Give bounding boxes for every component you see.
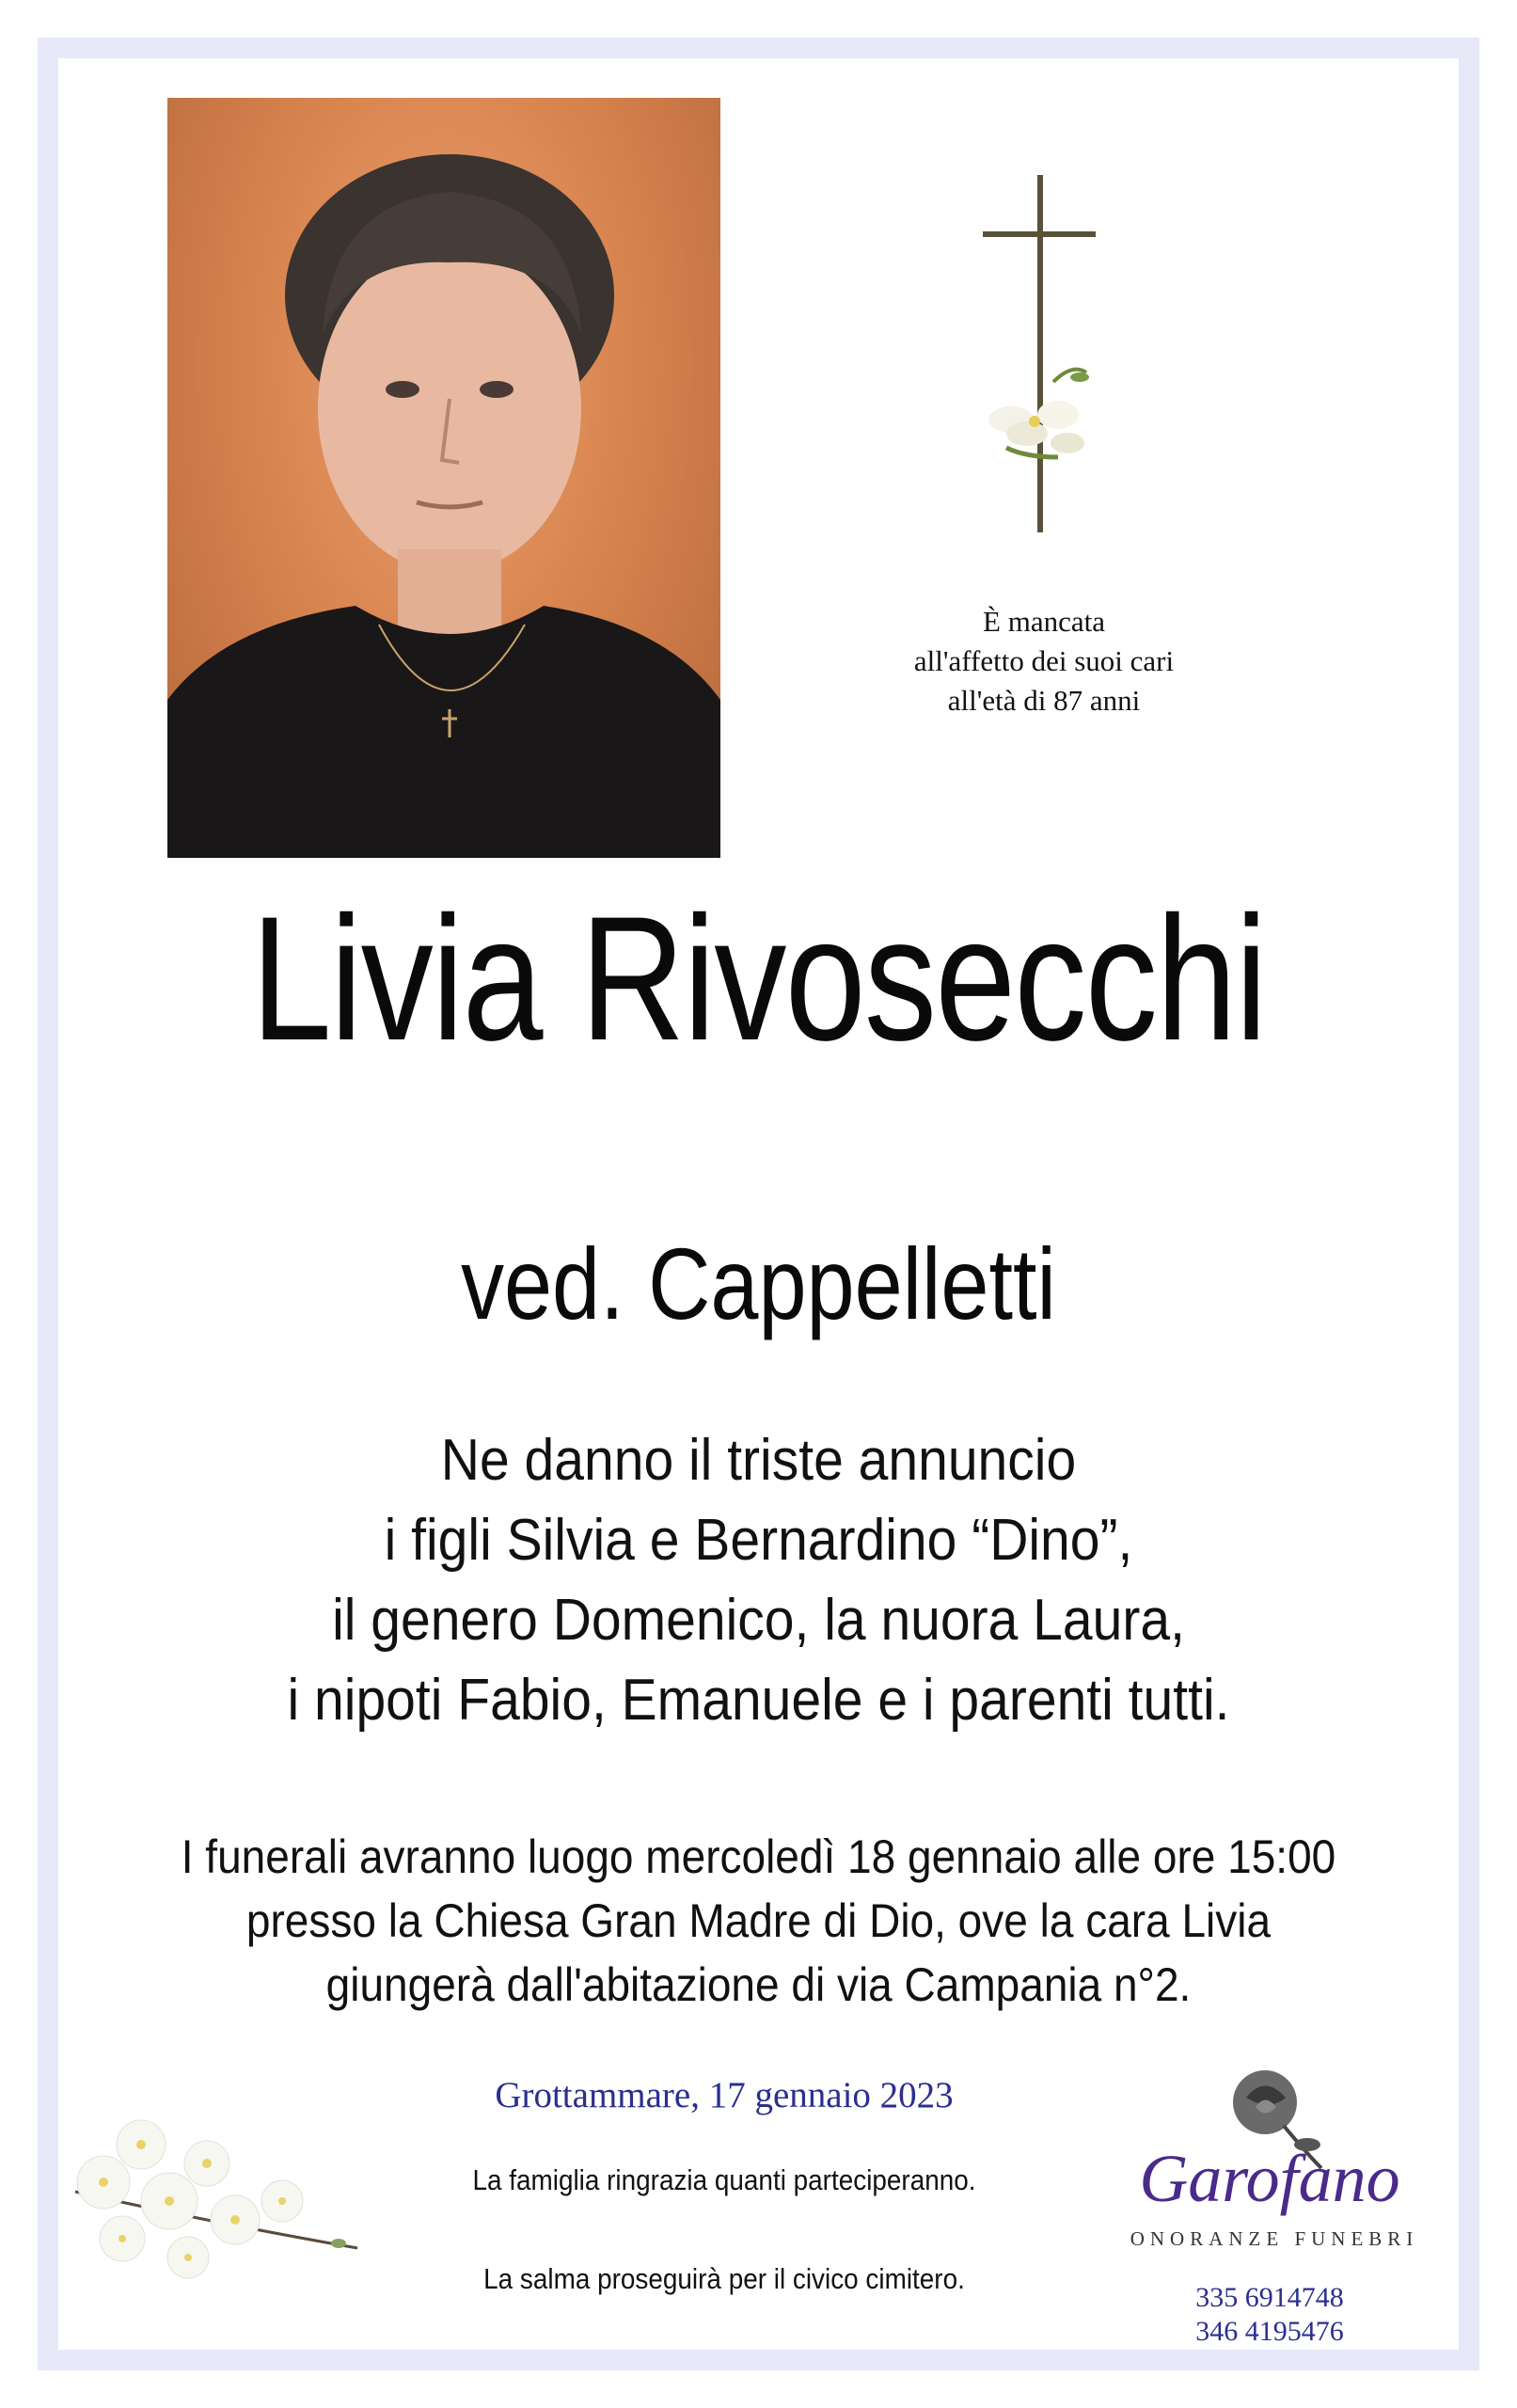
agency-logo-subtitle: ONORANZE FUNEBRI [1130,2227,1419,2250]
agency-logo-name: Garofano [1139,2141,1400,2216]
mourners-line: il genero Domenico, la nuora Laura, [332,1588,1185,1653]
portrait-illustration [167,98,720,858]
mourners-line: i nipoti Fabio, Emanuele e i parenti tutti. [287,1668,1230,1733]
place-and-date: Grottammare, 17 gennaio 2023 [495,2075,954,2115]
funeral-line: I funerali avranno luogo mercoledì 18 gennaio alle ore 15:00 [181,1830,1336,1883]
mourners-text [165,1420,1352,1740]
agency-phones [1082,2281,1458,2349]
mourners-line: i figli Silvia e Bernardino “Dino”, [384,1508,1133,1573]
mourners-line: Ne danno il triste annuncio [440,1428,1077,1493]
deceased-name: Livia Rivosecchi [250,879,1266,1077]
portrait-photo [167,98,720,858]
orchid-flowers-icon [56,2079,367,2314]
announcement-line: all'età di 87 anni [947,684,1141,717]
burial-text: La salma proseguirà per il civico cimitero. [483,2262,965,2295]
announcement-line: all'affetto dei suoi cari [913,644,1175,677]
announcement-line: È mancata [983,605,1105,638]
thanks-text: La famiglia ringrazia quanti parteciperanno. [472,2163,976,2196]
phone-number: 346 4195476 [1195,2316,1344,2347]
funeral-line: presso la Chiesa Gran Madre di Dio, ove la cara Livia [245,1894,1272,1947]
phone-number: 335 6914748 [1195,2282,1344,2313]
married-name: ved. Cappelletti [461,1227,1056,1340]
cross-icon [969,175,1119,551]
passing-announcement [828,602,1260,721]
funeral-line: giungerà dall'abitazione di via Campania n°2. [325,1958,1192,2011]
funeral-details [148,1825,1370,2017]
